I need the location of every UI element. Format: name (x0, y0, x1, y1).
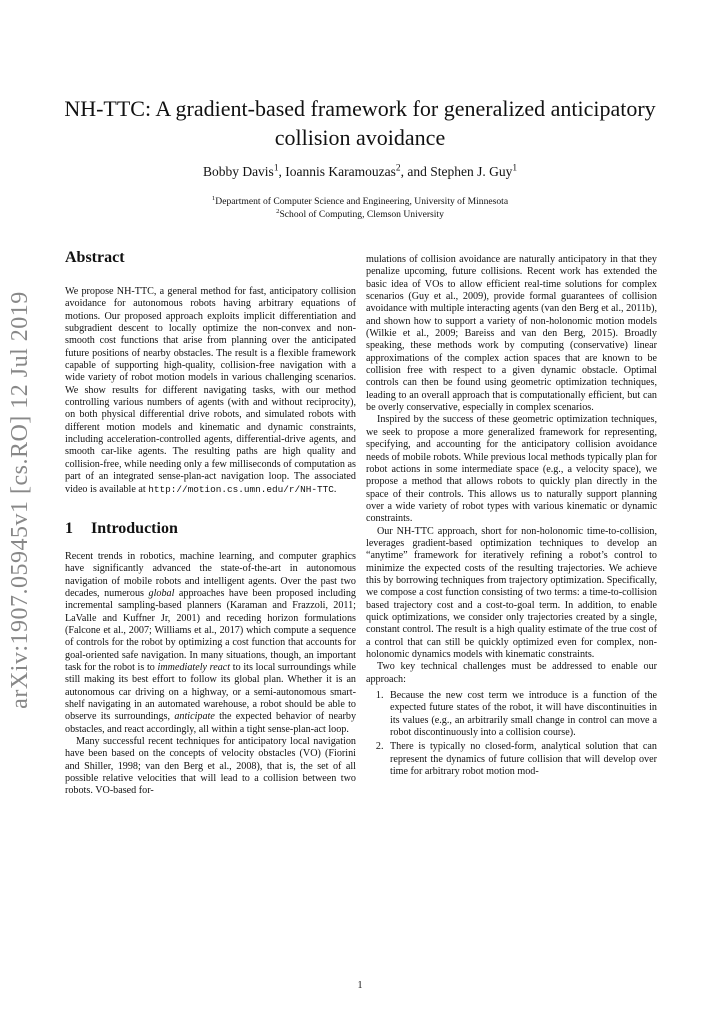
body-text: the expected behavior of nearby obstacles, and react accordingly, all within a tight sense-plan-act loop. (65, 711, 357, 735)
affiliation-list (60, 196, 660, 221)
body-text: to its local surroundings while still making its best effort to follow its global plan. Whether it is an autonomous car driving on a highway, or a semi-autonomous smart-shelf navigating in an automated warehouse, a robot should be able to observe its surroundings, (65, 661, 356, 723)
challenges-list (366, 690, 657, 778)
emphasis-text: global (148, 587, 175, 599)
arxiv-identifier-stamp: arXiv:1907.05945v1 [cs.RO] 12 Jul 2019 (7, 291, 33, 709)
author-list (60, 164, 660, 180)
left-column (65, 248, 356, 798)
author-separator: , (278, 164, 286, 179)
intro-paragraph-4: Our NH-TTC approach, short for non-holonomic time-to-collision, leverages gradient-based optimization techniques to develop an “anytime” framework for iteratively refining a robot’s control to minimize the expected costs of the resulting trajectories. We achieve this by borrowing techniques from trajectory optimization. Specifically, we compose a cost function consisting of two terms: a time-to-collision based trajectory cost and a cost-to-goal term. In addition, to enable quick optimizations, we consider only trajectories created by a single, constant control. The result is a high quality estimate of the true cost of a control that can still be quickly optimized even for complex, non-holonomic dynamics models with kinematic constraints. (366, 525, 657, 660)
intro-paragraph-2-continued: mulations of collision avoidance are naturally anticipatory in that they penalize upcoming, future collisions. Recent work has extended the basic idea of VOs to allow efficient real-time solutions for complex scenarios (Guy et al., 2009), provide formal guarantees of collision avoidance with multiple interacting agents (van den Berg et al., 2011b), and shown how to support a variety of non-holonomic motion models (Wilkie et al., 2009; Bareiss and van den Berg, 2015). Broadly speaking, these methods work by computing (conservative) linear approximations of the complex action spaces that are known to be collision free with respect to a given dynamic obstacle. Optimal controls can then be found using geometric optimization techniques, leading to an overall approach that is computationally efficient, but can be overly conservative, especially in complex scenarios. (366, 254, 657, 414)
video-url-link[interactable]: http://motion.cs.umn.edu/r/NH-TTC (148, 483, 334, 495)
intro-paragraph-3: Inspired by the success of these geometric optimization techniques, we seek to propose a more generalized framework for representing, specifying, and accounting for the anticipatory collision avoidance needs of mobile robots. While previous local methods typically plan for robot actions in some intermediate space (e.g., a velocity space), we propose a method that allows robots to quickly plan directly in the space of their controls. This allows us to naturally support planning over a wide variety of robot types with various kinematic or dynamic constraints. (366, 414, 657, 525)
abstract-text-end: . (333, 483, 337, 495)
emphasis-text: anticipate (174, 711, 215, 723)
body-text: Recent trends in robotics, machine learning, and computer graphics have significantly advanced the state-of-the-art in autonomous navigation of mobile robots and intelligent agents. Over the past two decades, numerous (65, 550, 356, 599)
affiliation-marker: 1 (211, 194, 216, 202)
list-item: 2. There is typically no closed-form, analytical solution that can represent the dynamics of future collision that will develop over time for arbitrary robot motion mod- (386, 741, 657, 778)
page-number: 1 (357, 980, 363, 991)
author-separator: , and (400, 164, 431, 179)
list-item: 1. Because the new cost term we introduce is a function of the expected future states of the robot, it will have discontinuities in its values (e.g., an arbitrarily small change in control can move a robot discontinuously into a collision course). (386, 690, 657, 739)
paper-title: NH-TTC: A gradient-based framework for generalized anticipatory collision avoidance (64, 96, 656, 150)
introduction-heading (65, 519, 356, 539)
author-affiliation-marker: 2 (395, 163, 401, 174)
abstract-paragraph (65, 286, 356, 496)
body-text: approaches have been proposed including incremental sampling-based planners (Karaman and Frazzoli, 2011; LaValle and Kuffner Jr, 2001) and receding horizon formulations (Falcone et al., 2007; Williams et al., 2017) which compute a sequence of controls for the robot by optimizing a cost function that accounts for goal-oriented safe navigation. In many situations, though, an important task for the robot is to (65, 587, 356, 673)
intro-paragraph-5: Two key technical challenges must be addressed to enable our approach: (366, 661, 657, 685)
author-name: Ioannis Karamouzas (285, 164, 396, 179)
section-title: Introduction (91, 519, 178, 537)
affiliation-line (60, 196, 660, 209)
section-number: 1 (65, 519, 73, 537)
abstract-heading: Abstract (65, 249, 125, 266)
intro-paragraph-2: Many successful recent techniques for anticipatory local navigation have been based on the concepts of velocity obstacles (VO) (Fiorini and Shiller, 1998; van den Berg et al., 2008), that is, the set of all possible relative velocities that will lead to a collision between two robots. VO-based for- (65, 736, 356, 797)
affiliation-text: Department of Computer Science and Engineering, University of Minnesota (215, 196, 509, 207)
affiliation-line (60, 209, 660, 222)
author-name: Bobby Davis (202, 164, 274, 179)
author-name: Stephen J. Guy (430, 164, 513, 179)
right-column (366, 254, 657, 780)
intro-paragraph-1 (65, 551, 356, 736)
affiliation-text: School of Computing, Clemson University (279, 208, 444, 220)
author-affiliation-marker: 1 (273, 163, 279, 174)
affiliation-marker: 2 (276, 207, 280, 215)
emphasis-text: immediately react (157, 661, 231, 673)
author-affiliation-marker: 1 (512, 163, 518, 174)
abstract-text: We propose NH-TTC, a general method for fast, anticipatory collision avoidance for autonomous robots having arbitrary equations of motions. Our proposed approach exploits implicit differentiation and subgradient descent to locally optimize the non-convex and non-smooth cost functions that arise from planning over the anticipated future positions of nearby obstacles. The result is a flexible framework capable of supporting high-quality, collision-free navigation with a wide variety of robot motion models in various challenging scenarios. We show results for different navigating tasks, with our method controlling various numbers of agents (with and without reciprocity), on both physical differential drive robots, and simulated robots with different motion models and kinematic and dynamic constraints, including acceleration-controlled agents, differential-drive agents, and smooth car-like agents. The resulting paths are high quality and collision-free, while needing only a few milliseconds of computation as part of an integrated sense-plan-act navigation loop. The associated video is available at (65, 286, 356, 495)
